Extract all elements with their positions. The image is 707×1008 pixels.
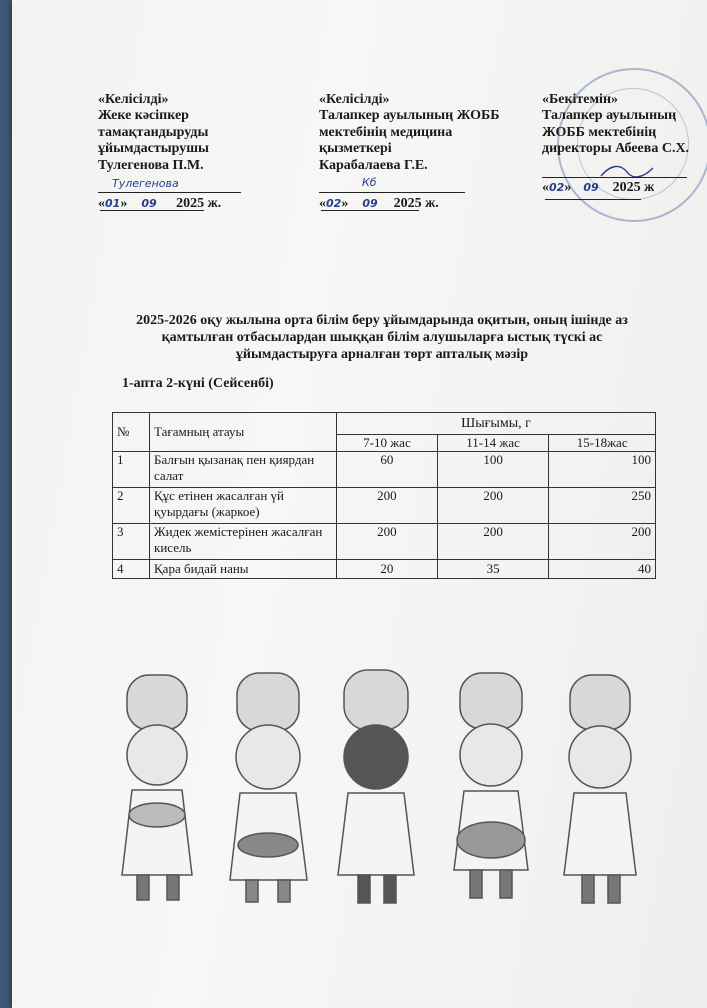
approval-line: тамақтандыруды [98, 124, 209, 140]
date-underline [321, 210, 419, 211]
approval-signer: Карабалаева Г.Е. [319, 157, 428, 173]
table-row: 4 Қара бидай наны 20 35 40 [113, 560, 656, 579]
approval-line: Жеке кәсіпкер [98, 108, 189, 124]
date-month: 09 [141, 197, 157, 211]
col-yield-header: Шығымы, г [337, 413, 656, 435]
signature: Тулегенова [112, 177, 179, 190]
date-year: 2025 ж. [176, 196, 222, 212]
approval-date: «02» 09 2025 ж [542, 179, 655, 195]
date-underline [100, 210, 204, 211]
chef-child-3 [338, 670, 414, 903]
chef-child-1 [122, 675, 192, 900]
date-year: 2025 ж. [393, 196, 439, 212]
table-row: 2 Құс етінен жасалған үй қуырдағы (жаркое) 200 200 250 [113, 488, 656, 524]
chef-child-5 [564, 675, 636, 903]
col-dish-name-header: Тағамның атауы [150, 413, 337, 452]
menu-table [112, 412, 656, 579]
approval-block-medical [319, 92, 500, 212]
approval-line: мектебінің медицина [319, 124, 453, 140]
approval-line: Талапкер ауылының [542, 108, 677, 124]
table-header-row [113, 413, 656, 435]
col-number-header: № [113, 413, 150, 452]
date-day: 02 [549, 180, 565, 194]
approval-signer: Тулегенова П.М. [98, 157, 204, 173]
approval-heading: «Бекітемін» [542, 92, 619, 107]
date-year: 2025 ж [612, 179, 655, 195]
approval-heading: «Келісілді» [319, 92, 390, 107]
approval-date: «02» 09 2025 ж. [319, 196, 439, 212]
week-day-subtitle: 1-апта 2-күні (Сейсенбі) [122, 376, 274, 391]
age-group-7-10: 7-10 жас [337, 435, 438, 452]
approval-signer: директоры Абеева С.Х. [542, 141, 690, 157]
signature-line [319, 192, 465, 193]
age-group-15-18: 15-18жас [549, 435, 656, 452]
page-title: 2025-2026 оқу жылына орта білім беру ұйымдарында оқитын, оның ішінде аз қамтылған отбасылардан шыққан білім алушыларға ыстық түскі ас ұйымдастыруға арналған төрт апталық мәзір [136, 313, 628, 362]
director-signature [597, 160, 657, 182]
date-month: 09 [583, 180, 599, 194]
chef-child-4 [454, 673, 528, 898]
signature: Кб [362, 176, 377, 189]
date-month: 09 [362, 197, 378, 211]
date-day: 02 [326, 197, 342, 211]
approval-date: «01» 09 2025 ж. [98, 196, 222, 212]
date-day: 01 [105, 197, 121, 211]
signature-line [542, 177, 687, 178]
table-row: 1 Балғын қызанақ пен қиярдан салат 60 100 100 [113, 452, 656, 488]
age-group-11-14: 11-14 жас [437, 435, 549, 452]
table-row: 3 Жидек жемістерінен жасалған кисель 200 200 200 [113, 524, 656, 560]
approval-line: ұйымдастырушы [98, 141, 209, 157]
signature-line [98, 192, 241, 193]
document-page [12, 0, 707, 1008]
approval-heading: «Келісілді» [98, 92, 169, 107]
date-underline [545, 199, 641, 200]
chef-child-2 [230, 673, 307, 902]
chef-children-illustration [112, 665, 672, 925]
approval-line: ЖОББ мектебінің [542, 124, 657, 140]
approval-block-organizer [98, 92, 221, 212]
approval-line: қызметкері [319, 141, 392, 157]
approval-line: Талапкер ауылының ЖОББ [319, 108, 500, 124]
